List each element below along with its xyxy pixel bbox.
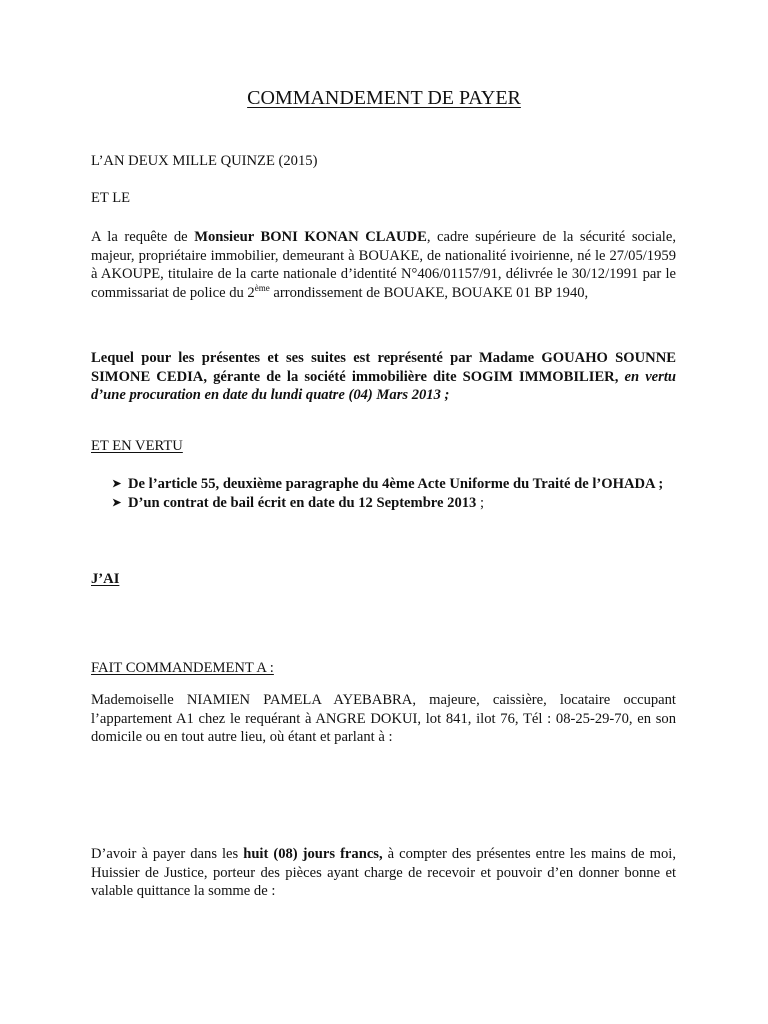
et-le-line: ET LE — [91, 190, 131, 206]
vertu-list — [91, 475, 676, 512]
document-title-text: COMMANDEMENT DE PAYER — [247, 87, 521, 109]
paiement-intro: D’avoir à payer dans les — [91, 846, 244, 862]
requete-superscript: ème — [254, 282, 270, 293]
paiement-details: à compter des présentes entre les mains de moi, Huissier de Justice, porteur des pièces ayant charge de recevoir et pouvoir d’en donner bonne et valable quittance la somme de : — [91, 846, 676, 899]
list-item — [91, 494, 676, 513]
list-item-text: De l’article 55, deuxième paragraphe du 4ème Acte Uniforme du Traité de l’OHADA ; — [128, 476, 664, 492]
represente-paragraph — [91, 349, 676, 405]
list-item-text: D’un contrat de bail écrit en date du 12 Septembre 2013 — [128, 494, 477, 511]
requete-details: , cadre supérieure de la sécurité sociale, majeur, propriétaire immobilier, demeurant à BOUAKE, de nationalité ivoirienne, né le 27/05/1959 à AKOUPE, titulaire de la carte nationale d’identité N°406/01157/91, délivrée le 30/12/1991 par le commissariat de police du 2 — [91, 229, 676, 301]
paiement-paragraph — [91, 845, 676, 901]
et-en-vertu-heading: ET EN VERTU — [91, 438, 183, 454]
requete-intro: A la requête de — [91, 229, 195, 245]
represente-text: Lequel pour les présentes et ses suites est représenté par Madame GOUAHO SOUNNE SIMONE CEDIA, gérante de la société immobilière dite SOGIM IMMOBILIER, — [91, 350, 676, 385]
paiement-delai: huit (08) jours francs, — [243, 846, 383, 862]
arrow-bullet-icon: ➤ — [112, 496, 122, 509]
requete-details-end: arrondissement de BOUAKE, BOUAKE 01 BP 1940, — [269, 284, 589, 301]
arrow-bullet-icon: ➤ — [112, 478, 122, 490]
document-title — [0, 86, 768, 110]
jai-heading: J’AI — [91, 571, 120, 587]
requerant-name: Monsieur BONI KONAN CLAUDE — [194, 229, 427, 245]
list-item-suffix: ; — [476, 494, 485, 511]
procuration-text: en vertu d’une procuration en date du lundi quatre (04) Mars 2013 ; — [91, 368, 676, 403]
list-item — [91, 475, 676, 494]
fait-commandement-heading: FAIT COMMANDEMENT A : — [91, 660, 274, 676]
requete-paragraph — [91, 228, 676, 302]
year-line: L’AN DEUX MILLE QUINZE (2015) — [91, 153, 318, 169]
destinataire-paragraph: Mademoiselle NIAMIEN PAMELA AYEBABRA, majeure, caissière, locataire occupant l’appartement A1 chez le requérant à ANGRE DOKUI, lot 841, ilot 76, Tél : 08-25-29-70, en son domicile ou en tout autre lieu, où étant et parlant à : — [91, 692, 676, 745]
